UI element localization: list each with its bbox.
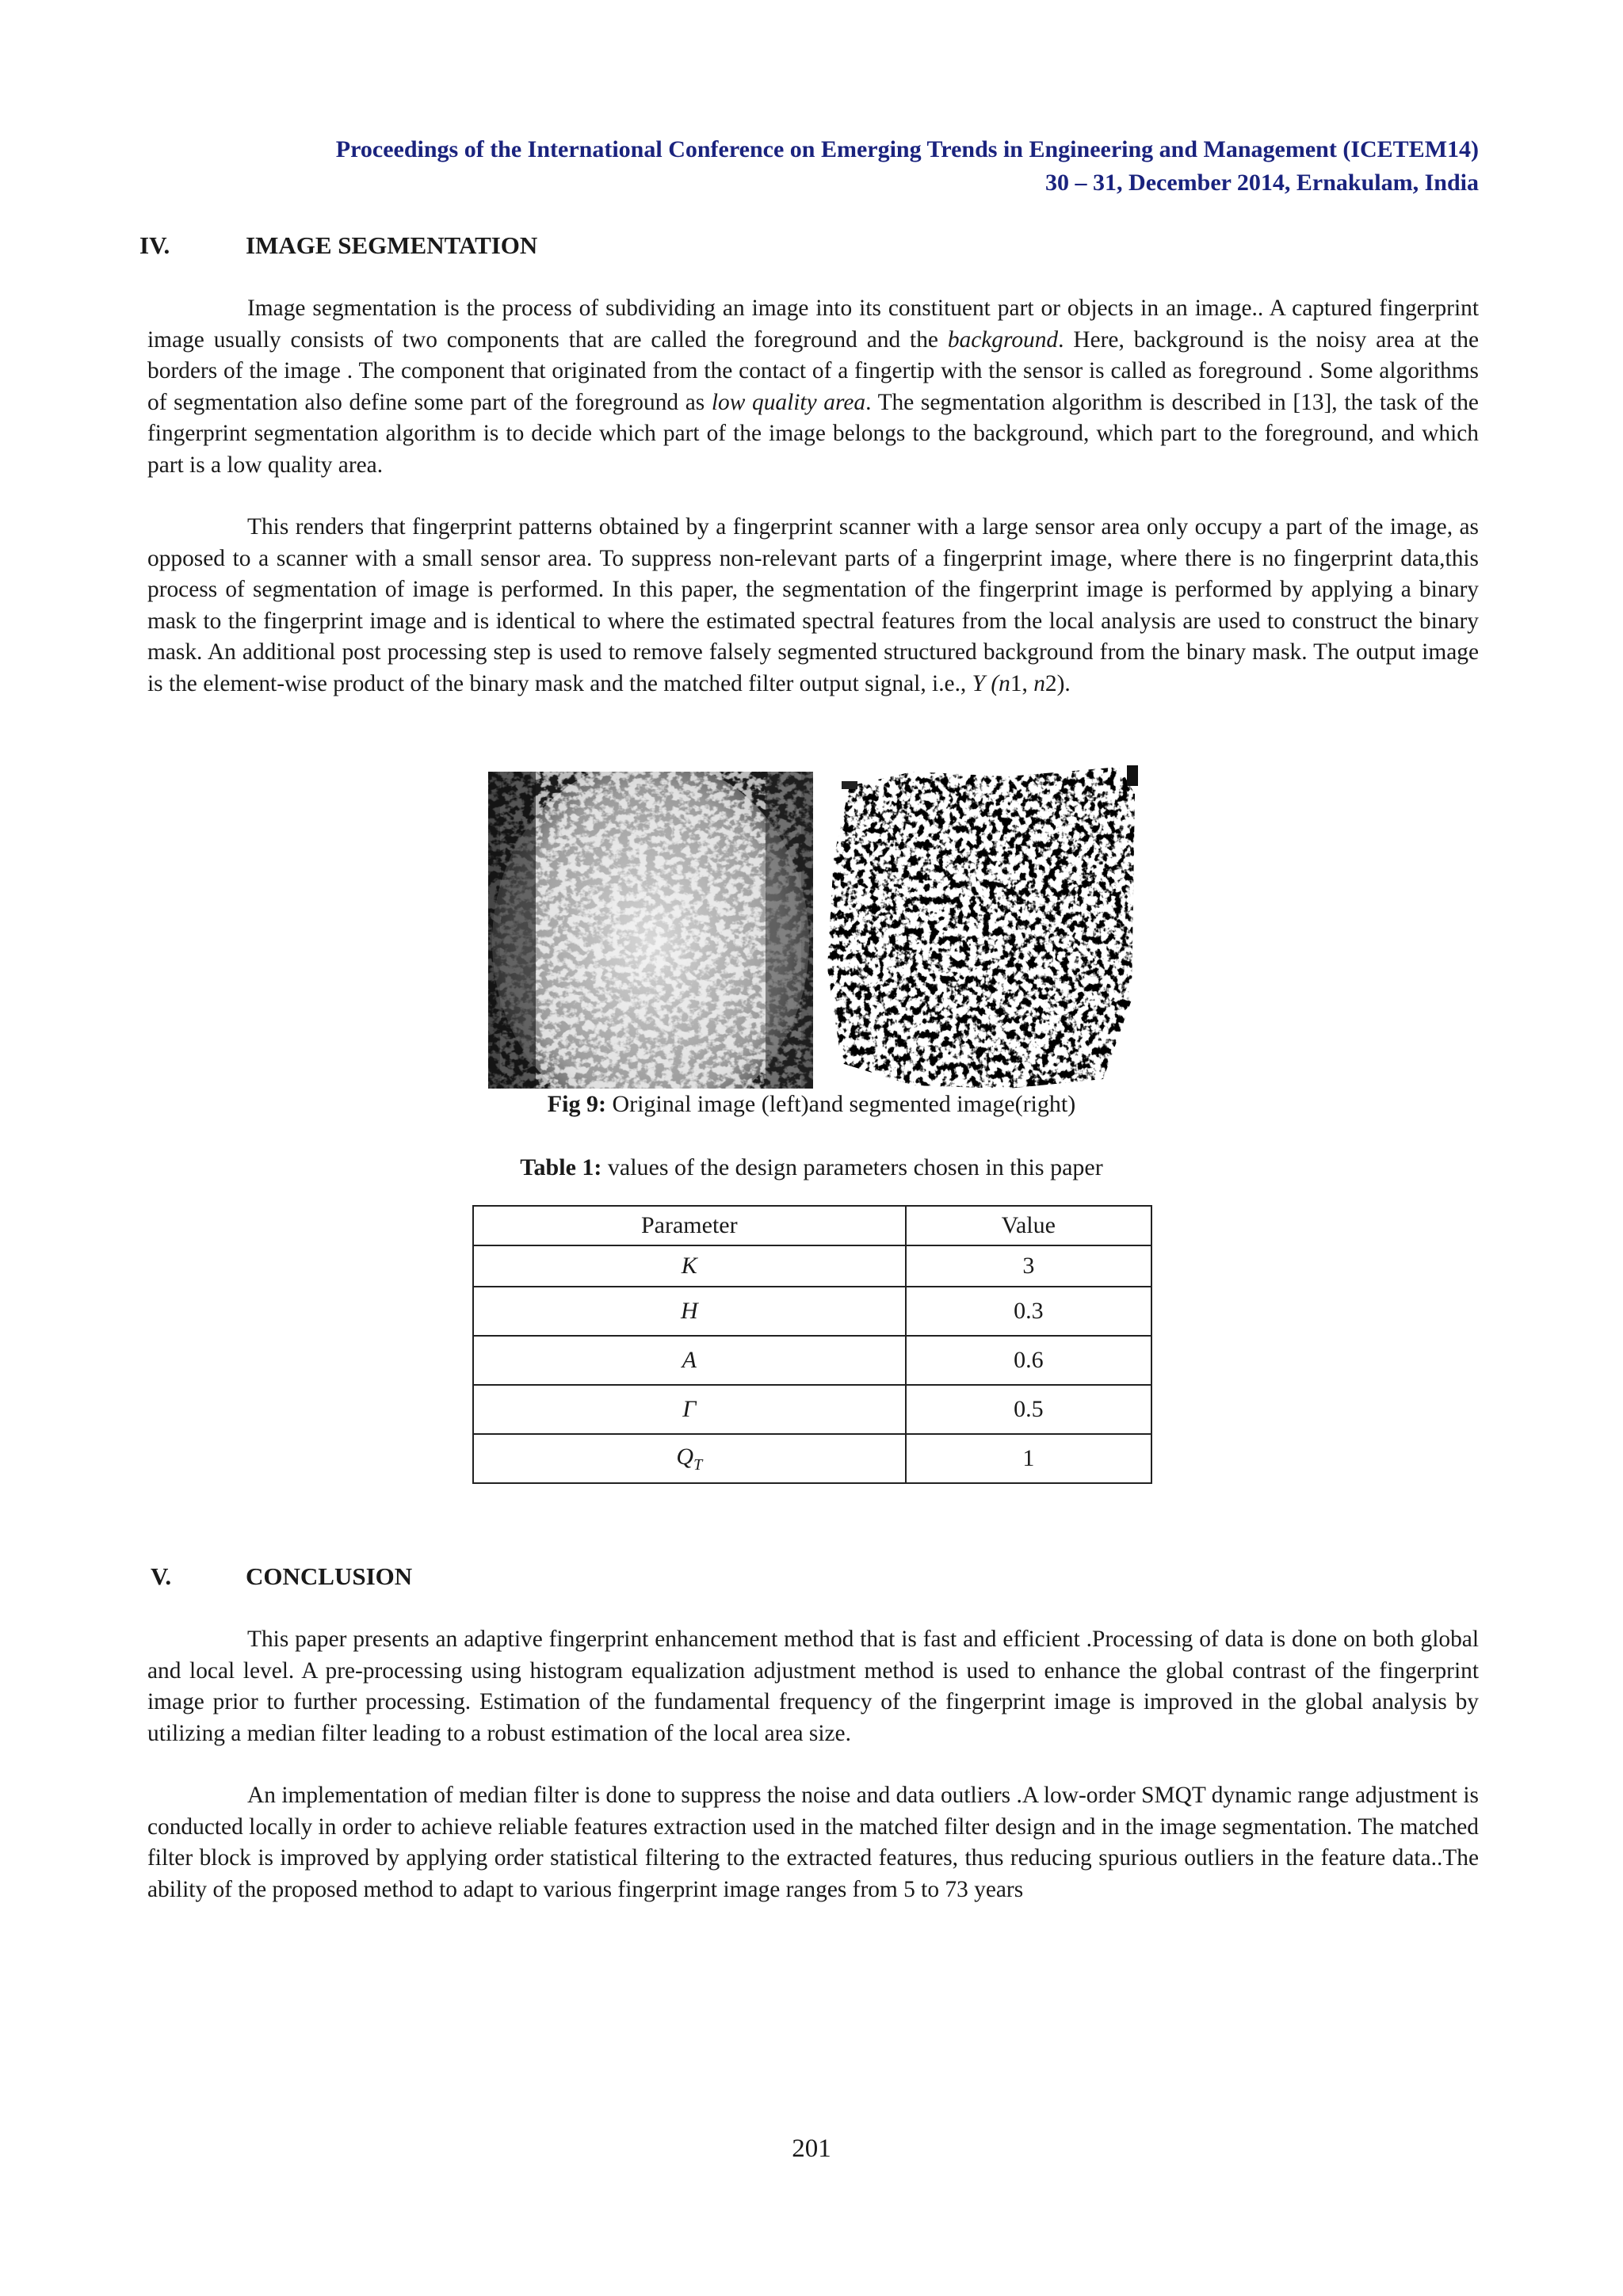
text-run: 2). (1044, 670, 1071, 696)
table-header-row (473, 1206, 1151, 1245)
figure-caption (0, 1089, 1623, 1120)
italic-formula: n (1033, 670, 1045, 696)
page-number: 201 (792, 2134, 831, 2163)
header-conference-title: Proceedings of the International Conference on Emerging Trends in Engineering and Management (ICETEM14) (335, 136, 1479, 162)
value-cell: 1 (906, 1434, 1151, 1483)
text-run: . Here, background is the noisy area at the borders of the image . The component that originated from the contact of a fingertip with the sensor is called as foreground . Some algorithms of segmentation also define some part of the foreground as (147, 326, 1479, 415)
table-row (473, 1245, 1151, 1287)
text-run: This renders that fingerprint patterns obtained by a fingerprint scanner with a large sensor area only occupy a part of the image, as opposed to a scanner with a small sensor area. To suppress non-relevant parts of a fingerprint image, where there is no fingerprint data,this process of segmentation of image is performed. In this paper, the segmentation of the fingerprint image is performed by applying a binary mask to the fingerprint image and is identical to where the estimated spectral features from the local analysis are used to construct the binary mask. An additional post processing step is used to remove falsely segmented structured background from the binary mask. The output image is the element-wise product of the binary mask and the matched filter output signal, i.e., (147, 514, 1479, 696)
section-title: CONCLUSION (246, 1562, 413, 1590)
column-header-parameter: Parameter (473, 1206, 906, 1245)
table-row (473, 1385, 1151, 1434)
column-header-value: Value (906, 1206, 1151, 1245)
value-cell: 3 (906, 1245, 1151, 1287)
segmented-fingerprint-image (818, 762, 1140, 1093)
section-number: V. (151, 1562, 172, 1590)
running-header (151, 133, 1479, 200)
header-date-location: 30 – 31, December 2014, Ernakulam, India (1045, 170, 1479, 196)
paragraph-conclusion-2 (147, 1780, 1479, 1905)
paragraph-segmentation-intro (147, 293, 1479, 482)
italic-term-low-quality-area: low quality area (711, 389, 866, 415)
section-number: IV. (139, 231, 170, 259)
table-caption (0, 1152, 1623, 1184)
design-parameters-table (472, 1205, 1152, 1484)
text-run: . The segmentation algorithm is described in [13], the task of the fingerprint segmentation algorithm is to decide which part of the image belongs to the background, which part to the foreground, and which part is a low quality area. (147, 389, 1479, 478)
figure-label: Fig 9: (547, 1091, 606, 1117)
text-run: Image segmentation is the process of subdividing an image into its constituent part or objects in an image.. A captured fingerprint image usually consists of two components that are called the foreground and the (147, 296, 1479, 353)
paragraph-segmentation-method (147, 512, 1479, 700)
table-row (473, 1287, 1151, 1336)
italic-formula: Y (n (972, 670, 1010, 696)
value-cell: 0.5 (906, 1385, 1151, 1434)
parameter-cell: H (473, 1287, 906, 1336)
table-label: Table 1: (520, 1154, 602, 1180)
paragraph-conclusion-1 (147, 1624, 1479, 1749)
parameter-cell: A (473, 1336, 906, 1385)
table-row (473, 1434, 1151, 1483)
parameter-subscript: T (693, 1455, 703, 1474)
parameter-symbol: Q (676, 1443, 694, 1470)
value-cell: 0.3 (906, 1287, 1151, 1336)
table-row (473, 1336, 1151, 1385)
text-run: An implementation of median filter is done to suppress the noise and data outliers .A low-order SMQT dynamic range adjustment is conducted locally in order to achieve reliable features extraction used in the matched filter design and in the image segmentation. The matched filter block is improved by applying order statistical filtering to the extracted features, thus reducing spurious outliers in the feature data..The ability of the proposed method to adapt to various fingerprint image ranges from 5 to 73 years (147, 1783, 1479, 1902)
text-run: 1, (1010, 670, 1034, 696)
table-caption-text: values of the design parameters chosen in this paper (601, 1154, 1103, 1180)
figure-caption-text: Original image (left)and segmented image(right) (605, 1091, 1076, 1117)
text-run: This paper presents an adaptive fingerprint enhancement method that is fast and efficient .Processing of data is done on both global and local level. A pre-processing using histogram equalization adjustment method is used to enhance the global contrast of the fingerprint image prior to further processing. Estimation of the fundamental frequency of the fingerprint image is improved in the global analysis by utilizing a median filter leading to a robust estimation of the local area size. (147, 1627, 1479, 1746)
parameter-cell (473, 1434, 906, 1483)
figure-fingerprints (488, 762, 1140, 1093)
original-fingerprint-image (488, 772, 813, 1089)
parameter-cell: K (473, 1245, 906, 1287)
section-title: IMAGE SEGMENTATION (246, 231, 538, 259)
value-cell: 0.6 (906, 1336, 1151, 1385)
italic-term-background: background (947, 326, 1059, 353)
parameter-cell: Γ (473, 1385, 906, 1434)
